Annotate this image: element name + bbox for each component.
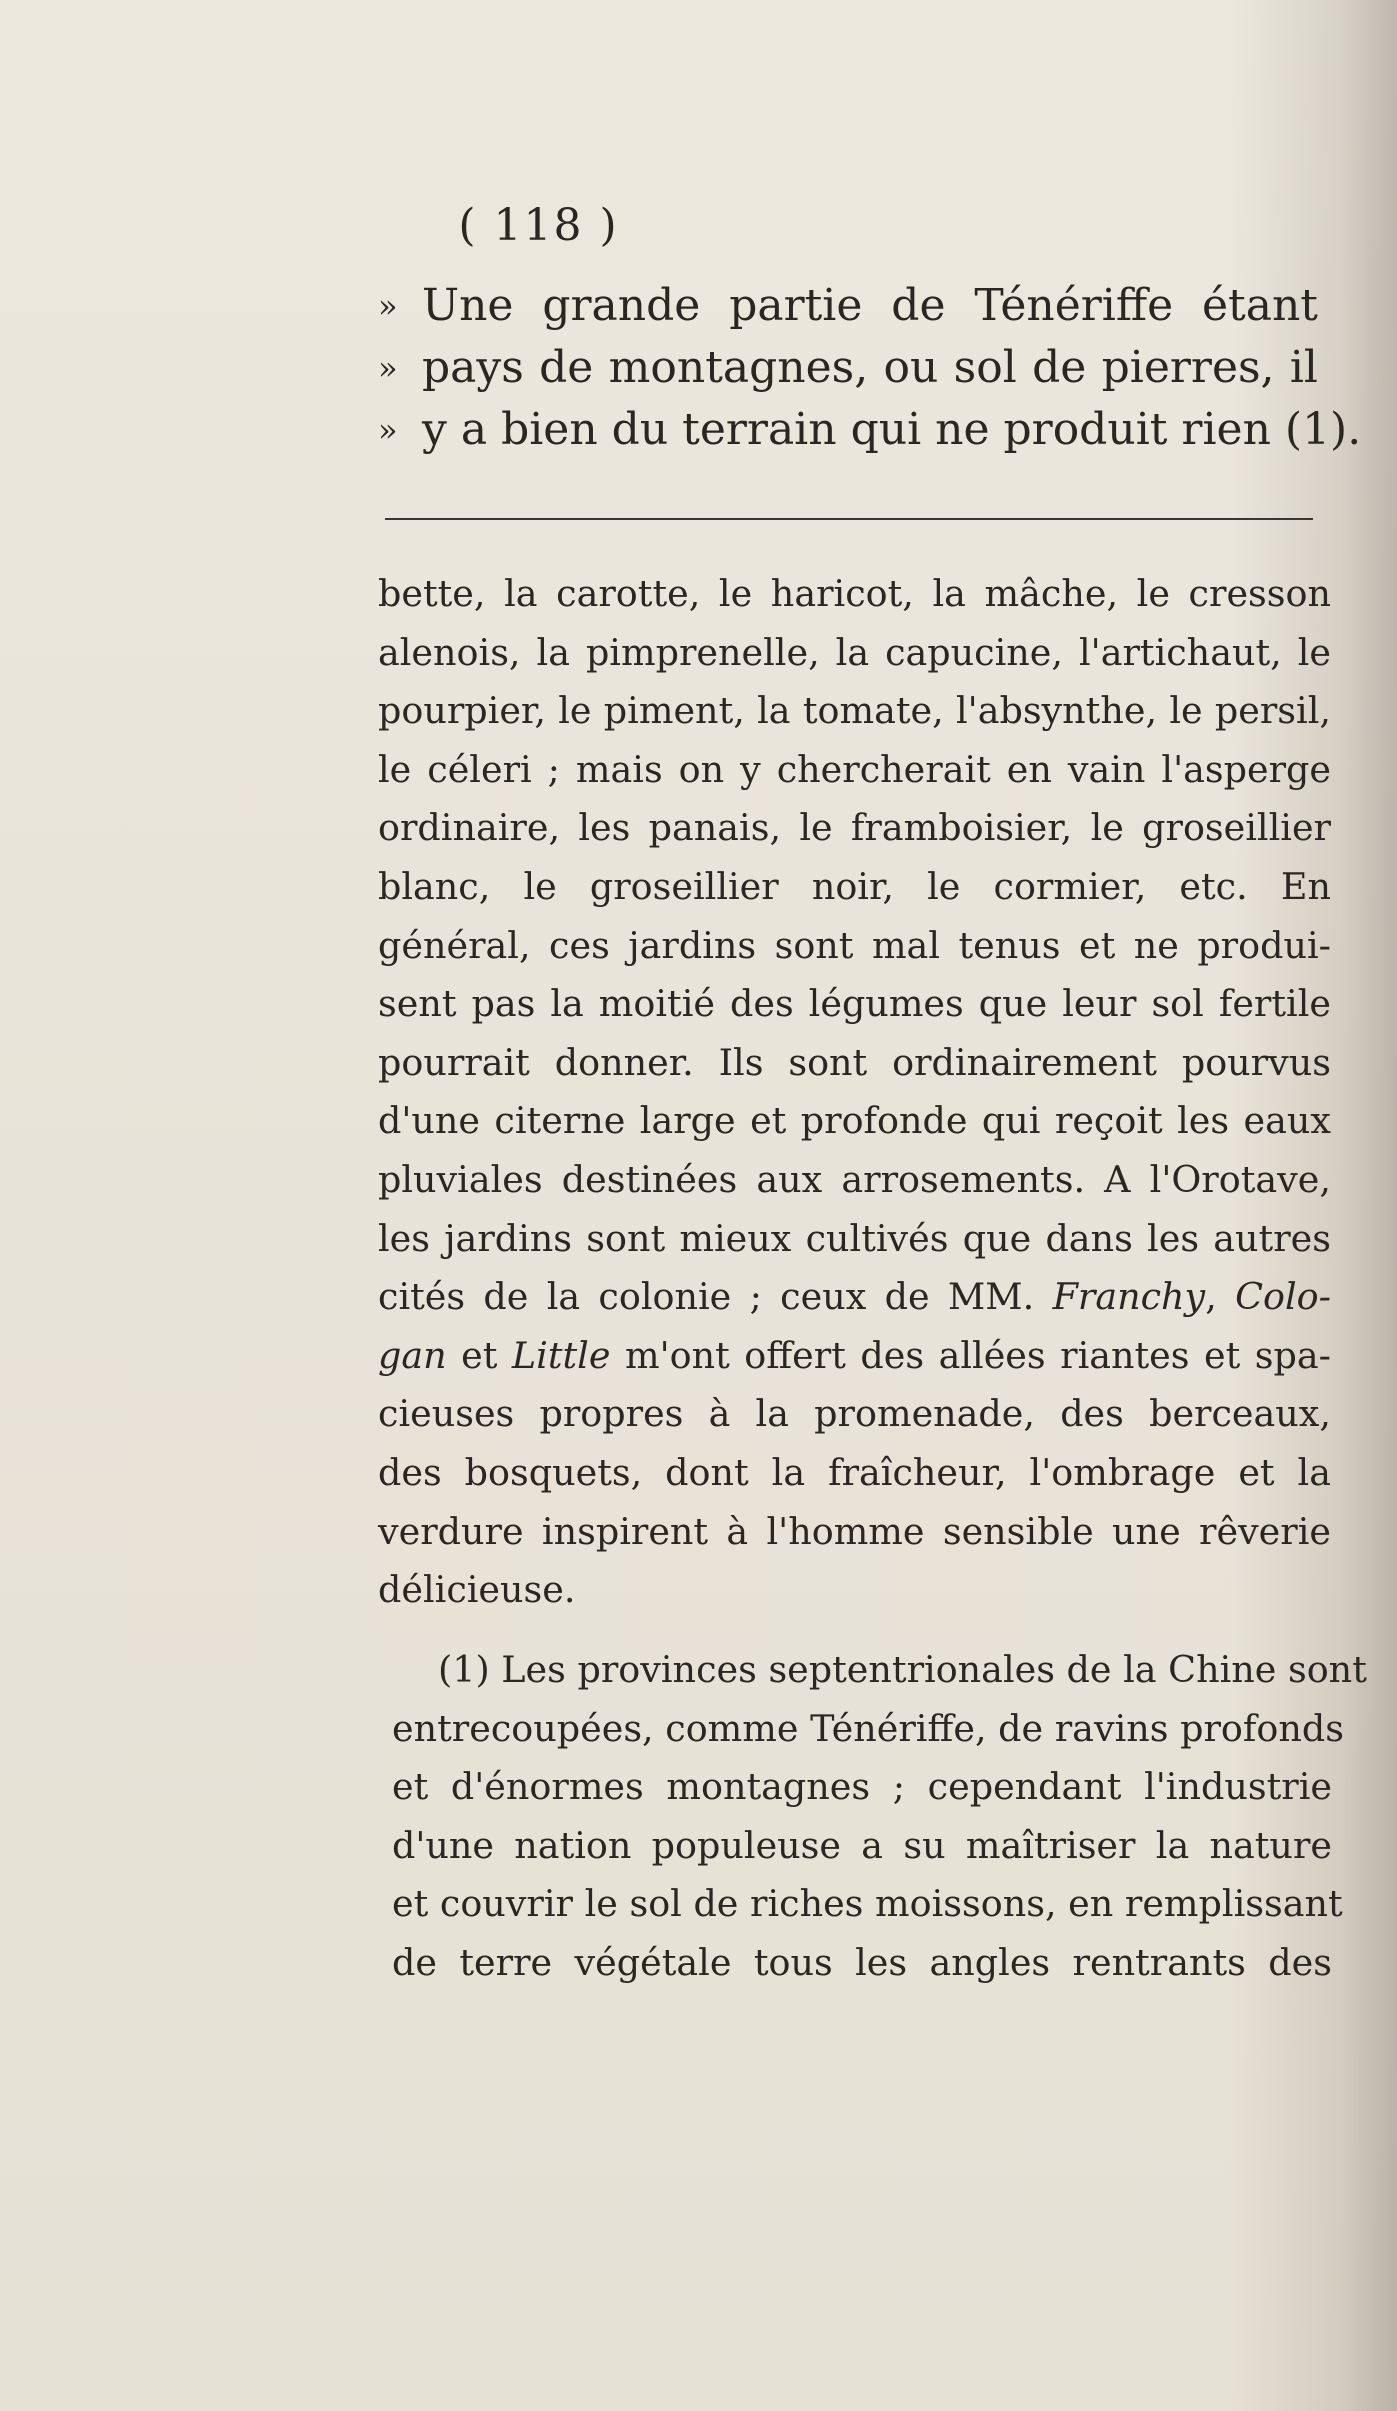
page-number-text: ( 118 )	[458, 200, 619, 251]
quote-mark: »	[378, 287, 398, 325]
body-line: alenois, la pimprenelle, la capucine, l'artichaut, le	[378, 630, 1331, 674]
body-text-run: et	[446, 1333, 512, 1377]
body-paragraph	[378, 565, 1331, 1620]
body-text-run: m'ont offert des allées riantes et spa-	[610, 1333, 1331, 1377]
quote-mark: »	[378, 411, 398, 449]
body-text-run: ,	[1205, 1275, 1236, 1319]
footnote	[392, 1641, 1367, 1993]
body-line: pluviales destinées aux arrosements. A l'Orotave,	[378, 1157, 1331, 1201]
body-line: sent pas la moitié des légumes que leur sol fertile	[378, 982, 1331, 1026]
quote-mark: »	[378, 349, 398, 387]
footnote-separator-rule	[385, 518, 1313, 520]
body-line: blanc, le groseillier noir, le cormier, etc. En	[378, 864, 1331, 908]
italic-name: Colo-	[1235, 1275, 1331, 1319]
body-line: délicieuse.	[378, 1568, 576, 1612]
quote-line	[378, 275, 1318, 337]
body-line: ordinaire, les panais, le framboisier, le groseillier	[378, 806, 1331, 850]
quote-line	[378, 337, 1318, 399]
italic-name: gan	[378, 1333, 447, 1377]
body-line: pourrait donner. Ils sont ordinairement pourvus	[378, 1040, 1331, 1084]
footnote-line: d'une nation populeuse a su maîtriser la nature	[392, 1823, 1332, 1867]
quote-text: y a bien du terrain qui ne produit rien (1).	[422, 404, 1362, 455]
quote-text: pays de montagnes, ou sol de pierres, il	[422, 342, 1318, 393]
footnote-line: (1) Les provinces septentrionales de la Chine sont	[438, 1648, 1367, 1691]
body-line: d'une citerne large et profonde qui reçoit les eaux	[378, 1099, 1331, 1143]
body-line: pourpier, le piment, la tomate, l'absynthe, le persil,	[378, 689, 1331, 733]
footnote-line: entrecoupées, comme Ténériffe, de ravins profonds	[392, 1706, 1344, 1750]
footnote-line: et d'énormes montagnes ; cependant l'industrie	[392, 1765, 1332, 1809]
body-line: verdure inspirent à l'homme sensible une rêverie	[378, 1509, 1331, 1553]
quote-text: Une grande partie de Ténériffe étant	[422, 280, 1318, 331]
body-line: les jardins sont mieux cultivés que dans les autres	[378, 1216, 1331, 1260]
body-line: général, ces jardins sont mal tenus et ne produi-	[378, 923, 1331, 967]
page-number	[0, 200, 1397, 251]
quote-line	[378, 399, 1362, 461]
body-line: bette, la carotte, le haricot, la mâche, le cresson	[378, 572, 1331, 615]
footnote-line: et couvrir le sol de riches moissons, en remplissant	[392, 1882, 1343, 1926]
italic-name: Little	[511, 1333, 611, 1377]
italic-name: Franchy	[1052, 1275, 1206, 1319]
body-line: le céleri ; mais on y chercherait en vain l'asperge	[378, 747, 1331, 791]
body-line	[378, 1268, 1331, 1327]
footnote-line: de terre végétale tous les angles rentrants des	[392, 1940, 1332, 1984]
body-line: des bosquets, dont la fraîcheur, l'ombrage et la	[378, 1450, 1331, 1494]
body-line	[378, 1327, 1331, 1386]
body-line: cieuses propres à la promenade, des berceaux,	[378, 1392, 1331, 1436]
quote-block	[378, 275, 1362, 461]
body-text-run: cités de la colonie ; ceux de MM.	[378, 1275, 1035, 1319]
